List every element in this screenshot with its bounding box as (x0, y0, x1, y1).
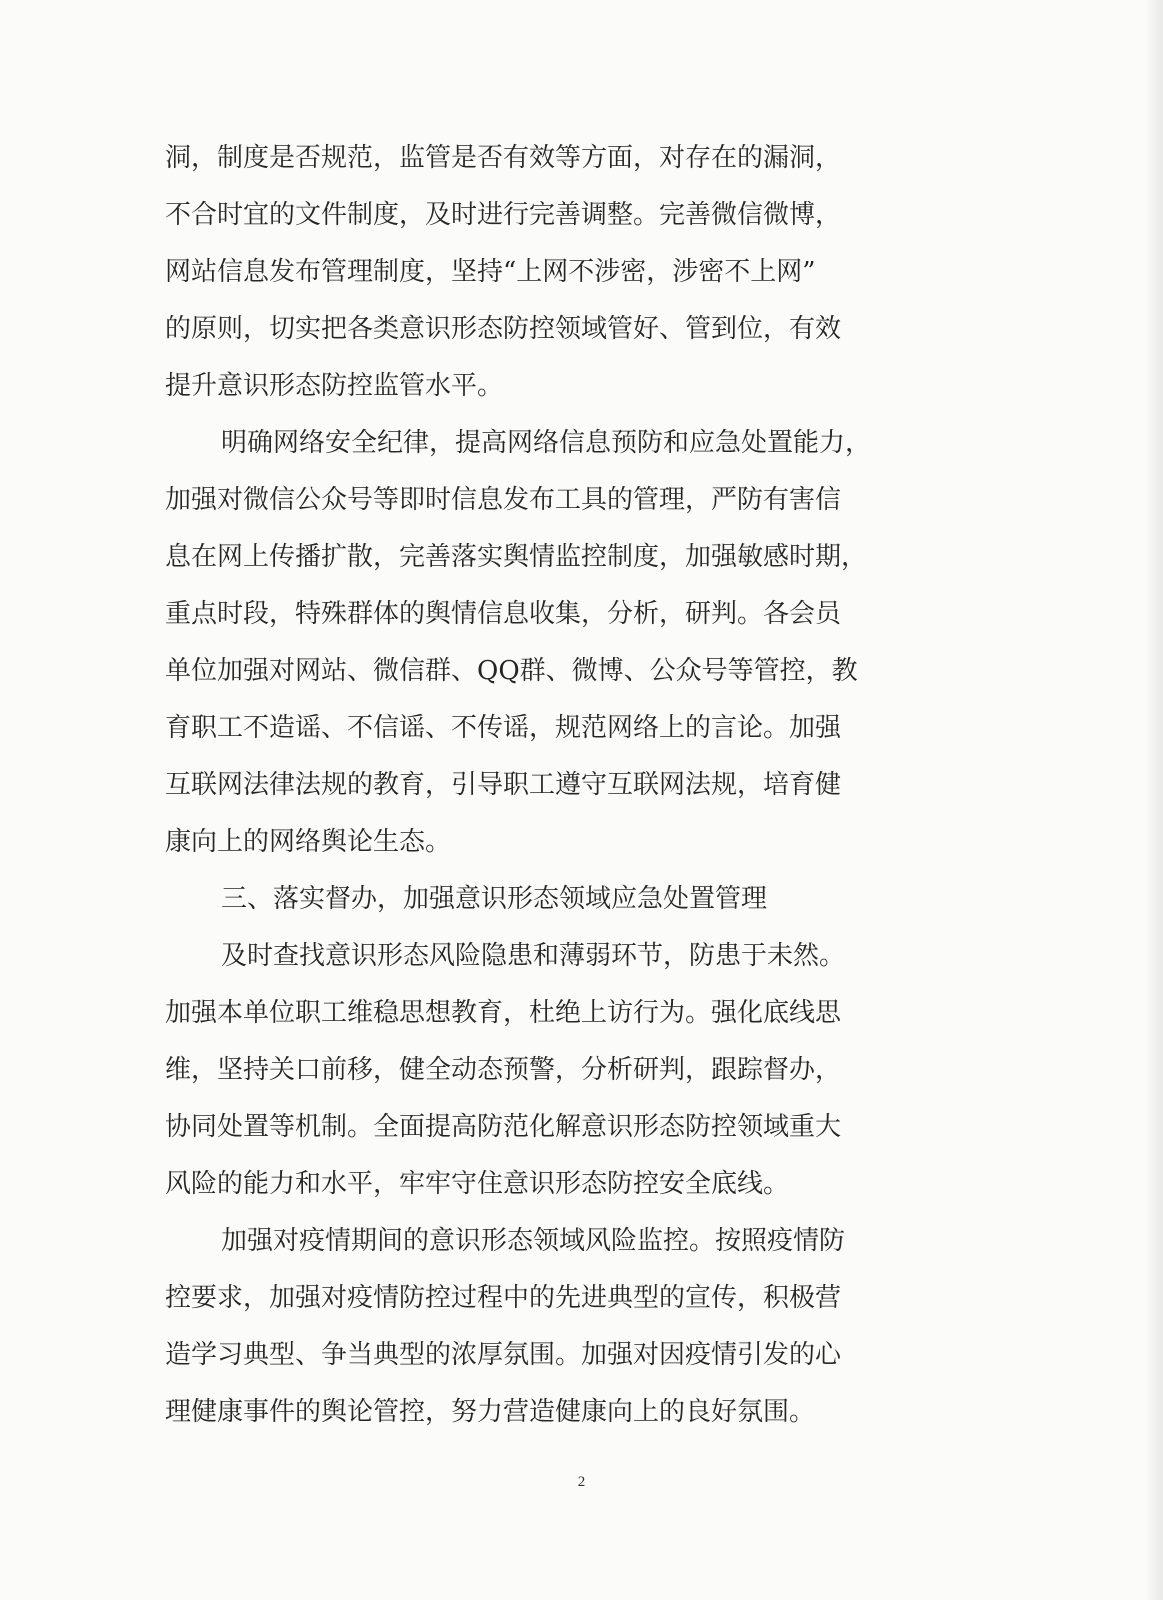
text-line: 提升意识形态防控监管水平。 (165, 371, 504, 401)
text-line: 控要求，加强对疫情防控过程中的先进典型的宣传，积极营 (165, 1283, 842, 1313)
text-line: 加强对微信公众号等即时信息发布工具的管理，严防有害信 (165, 485, 842, 515)
body-text (165, 130, 965, 1441)
page-number: 2 (577, 1474, 586, 1490)
text-line: 洞，制度是否规范，监管是否有效等方面，对存在的漏洞， (165, 143, 842, 173)
text-line: 风险的能力和水平，牢牢守住意识形态防控安全底线。 (165, 1169, 790, 1199)
text-line: 息在网上传播扩散，完善落实舆情监控制度，加强敏感时期， (165, 542, 868, 572)
text-line: 明确网络安全纪律，提高网络信息预防和应急处置能力， (221, 428, 872, 458)
text-line: 不合时宜的文件制度，及时进行完善调整。完善微信微博， (165, 200, 842, 230)
text-line: 的原则，切实把各类意识形态防控领域管好、管到位，有效 (165, 314, 842, 344)
text-line: 单位加强对网站、微信群、QQ群、微博、公众号等管控，教 (165, 656, 858, 686)
text-line: 及时查找意识形态风险隐患和薄弱环节，防患于未然。 (221, 941, 846, 971)
scan-edge-shadow (1145, 0, 1163, 1600)
text-line: 互联网法律法规的教育，引导职工遵守互联网法规，培育健 (165, 770, 842, 800)
text-line: 理健康事件的舆论管控，努力营造健康向上的良好氛围。 (165, 1397, 816, 1427)
text-line: 育职工不造谣、不信谣、不传谣，规范网络上的言论。加强 (165, 713, 842, 743)
text-line: 维，坚持关口前移，健全动态预警，分析研判，跟踪督办， (165, 1055, 842, 1085)
text-line: 网站信息发布管理制度，坚持“上网不涉密，涉密不上网” (165, 257, 816, 287)
text-line: 加强本单位职工维稳思想教育，杜绝上访行为。强化底线思 (165, 998, 842, 1028)
text-line: 康向上的网络舆论生态。 (165, 827, 452, 857)
text-line: 重点时段，特殊群体的舆情信息收集，分析，研判。各会员 (165, 599, 842, 629)
section-heading: 三、落实督办，加强意识形态领域应急处置管理 (221, 884, 768, 914)
text-line: 造学习典型、争当典型的浓厚氛围。加强对因疫情引发的心 (165, 1340, 842, 1370)
text-line: 加强对疫情期间的意识形态领域风险监控。按照疫情防 (221, 1226, 846, 1256)
text-line: 协同处置等机制。全面提高防范化解意识形态防控领域重大 (165, 1112, 842, 1142)
